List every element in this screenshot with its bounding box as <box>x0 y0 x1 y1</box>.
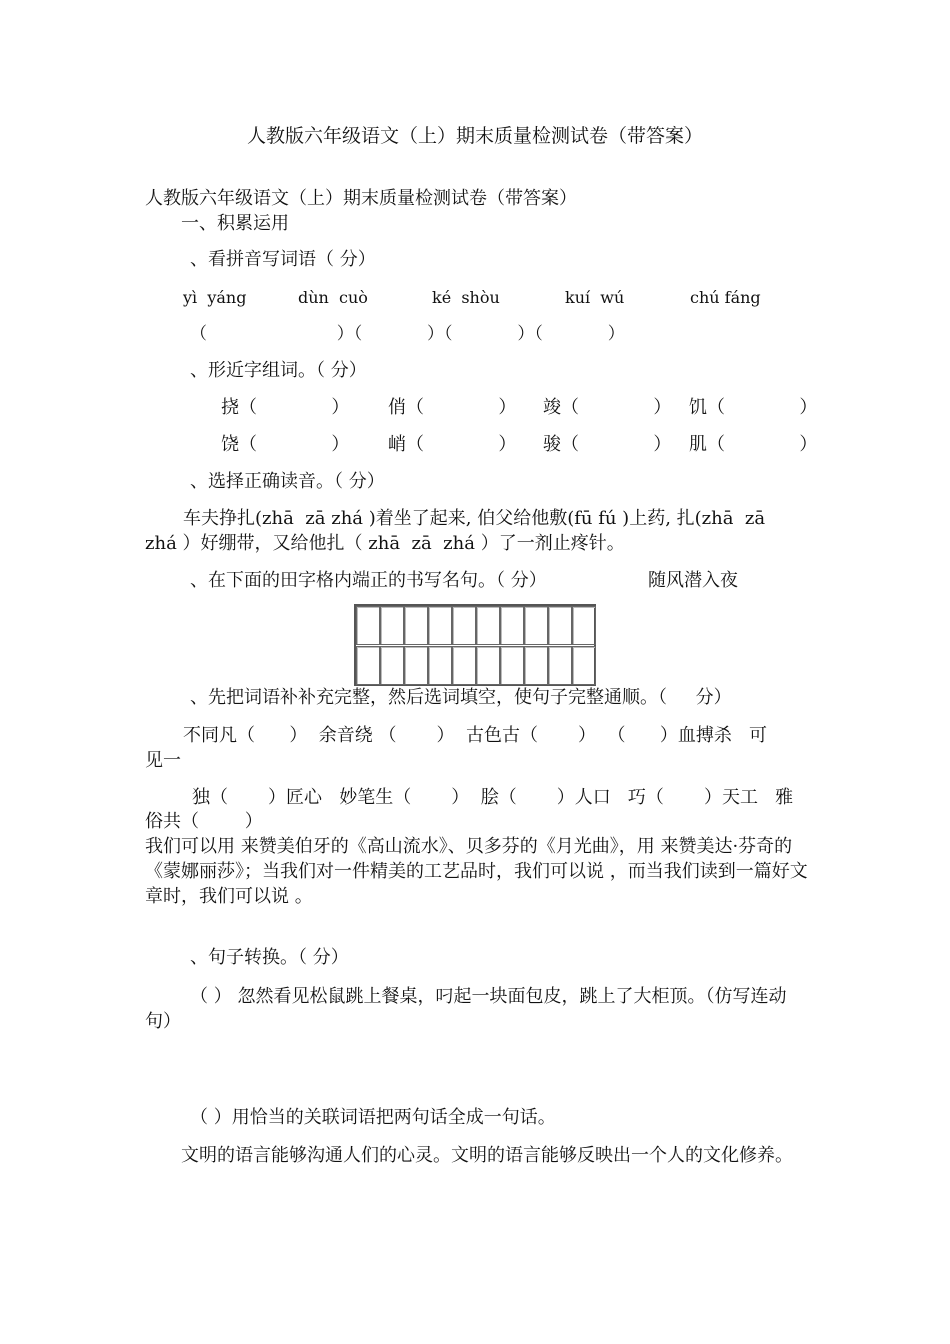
word-blank: 挠（ ） <box>221 397 350 418</box>
page-title: 人教版六年级语文（上）期末质量检测试卷（带答案） <box>246 125 703 147</box>
grid-cell[interactable] <box>452 646 476 685</box>
question-text: zhá ）好绷带，又给他扎（ zhā zā zhá ）了一剂止疼针。 <box>145 533 625 554</box>
grid-cell[interactable] <box>524 606 548 645</box>
answer-blanks: （ ）（ ）（ ）（ ） <box>190 324 625 344</box>
exam-subtitle: 人教版六年级语文（上）期末质量检测试卷（带答案） <box>145 188 577 209</box>
pinyin-item: dùn cuò <box>298 288 368 307</box>
grid-cell[interactable] <box>572 646 596 685</box>
grid-cell[interactable] <box>548 646 572 685</box>
word-blank: 饶（ ） <box>221 434 350 455</box>
grid-cell[interactable] <box>476 606 500 645</box>
question-text: 车夫挣扎(zhā zā zhá )着坐了起来, 伯父给他敷(fū fú )上药, 扎(zhā zā <box>183 508 766 529</box>
word-blank: 俏（ ） <box>388 397 517 418</box>
question-text: （ ） 忽然看见松鼠跳上餐桌，叼起一块面包皮，跳上了大柜顶。（仿写连动句） <box>145 986 787 1032</box>
writing-grid[interactable] <box>354 604 596 686</box>
question-subheading: （ ）用恰当的关联词语把两句话全成一句话。 <box>190 1107 556 1128</box>
grid-cell[interactable] <box>356 646 380 685</box>
question-heading: 、选择正确读音。（ 分） <box>190 471 385 492</box>
question-text: 独（ ）匠心 妙笔生（ ） 脍（ ）人口 巧（ ）天工 雅 <box>192 787 794 808</box>
pinyin-item: ké shòu <box>432 288 500 307</box>
word-blank: 竣（ ） <box>543 397 672 418</box>
pinyin-item: kuí wú <box>565 288 625 307</box>
grid-cell[interactable] <box>404 606 428 645</box>
question-heading: 、先把词语补补充完整，然后选词填空，使句子完整通顺。（ 分） <box>190 687 732 708</box>
question-text: 文明的语言能够沟通人们的心灵。文明的语言能够反映出一个人的文化修养。 <box>181 1145 793 1166</box>
grid-cell[interactable] <box>428 606 452 645</box>
pinyin-item: yì yáng <box>183 288 247 307</box>
grid-cell[interactable] <box>572 606 596 645</box>
question-text: 不同凡（ ） 余音绕 （ ） 古色古（ ） （ ）血搏杀 可 <box>183 725 767 746</box>
grid-cell[interactable] <box>356 606 380 645</box>
section-heading: 一、积累运用 <box>181 213 289 234</box>
famous-line: 随风潜入夜 <box>648 570 738 591</box>
grid-cell[interactable] <box>524 646 548 685</box>
grid-cell[interactable] <box>500 606 524 645</box>
pinyin-item: chú fáng <box>690 288 761 307</box>
grid-cell[interactable] <box>500 646 524 685</box>
word-blank: 峭（ ） <box>388 434 517 455</box>
question-heading: 、形近字组词。（ 分） <box>190 360 367 381</box>
word-blank: 饥（ ） <box>689 397 818 418</box>
question-heading: 、句子转换。（ 分） <box>190 947 349 968</box>
grid-cell[interactable] <box>428 646 452 685</box>
grid-cell[interactable] <box>380 646 404 685</box>
question-text: 俗共（ ） <box>145 811 263 832</box>
grid-cell[interactable] <box>404 646 428 685</box>
fill-in-paragraph: 我们可以用 来赞美伯牙的《高山流水》、贝多芬的《月光曲》，用 来赞美达·芬奇的《蒙娜丽莎》；当我们对一件精美的工艺品时，我们可以说 ，而当我们读到一篇好文章时，我们可以说 。 <box>145 836 808 907</box>
grid-cell[interactable] <box>548 606 572 645</box>
grid-cell[interactable] <box>476 646 500 685</box>
word-blank: 肌（ ） <box>689 434 818 455</box>
question-heading: 、看拼音写词语（ 分） <box>190 249 376 270</box>
question-heading: 、在下面的田字格内端正的书写名句。（ 分） <box>190 570 547 591</box>
grid-cell[interactable] <box>380 606 404 645</box>
word-blank: 骏（ ） <box>543 434 672 455</box>
question-text: 见一 <box>145 750 181 771</box>
grid-cell[interactable] <box>452 606 476 645</box>
